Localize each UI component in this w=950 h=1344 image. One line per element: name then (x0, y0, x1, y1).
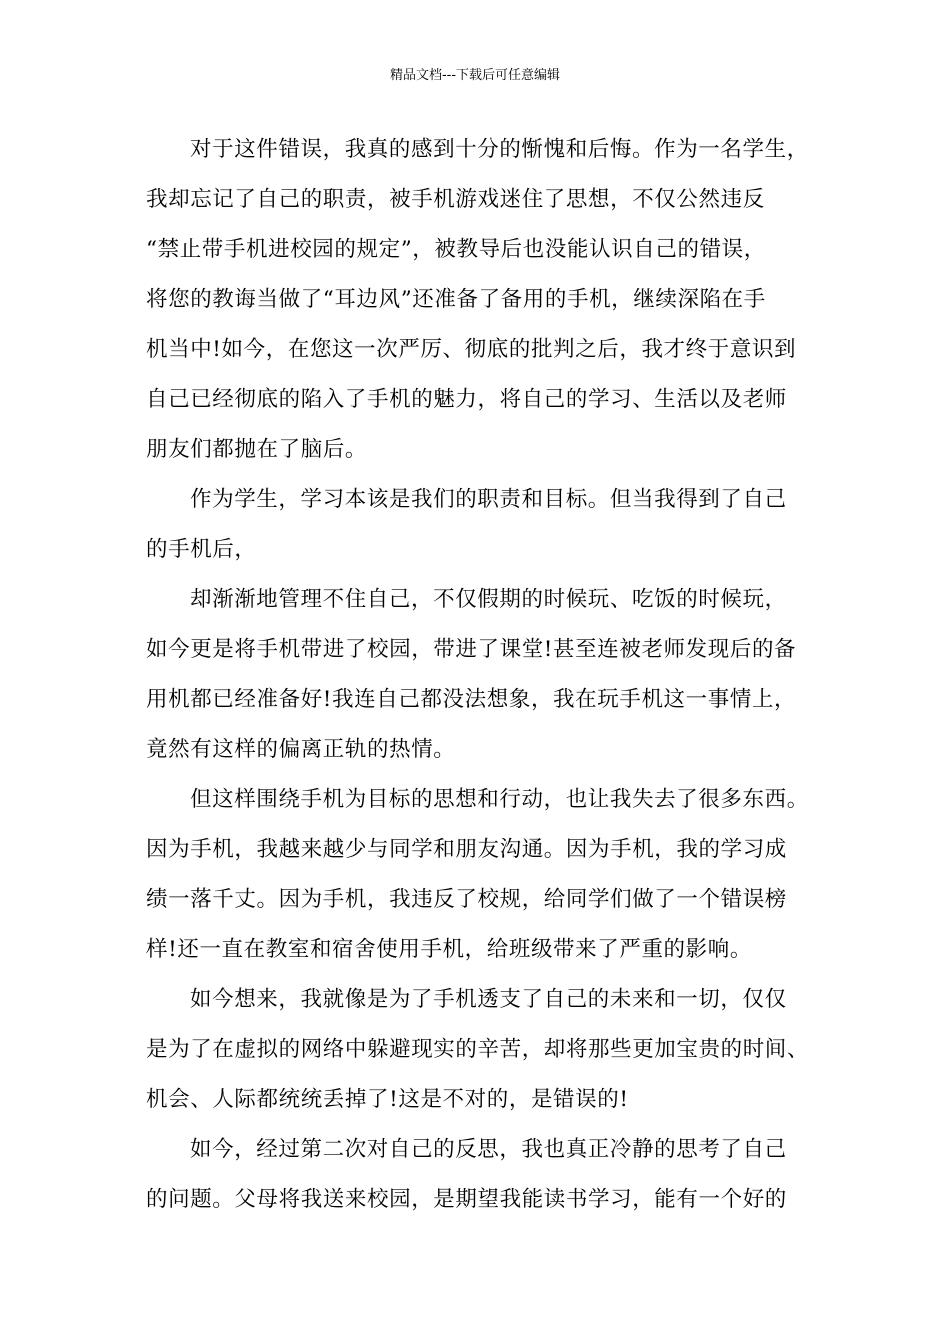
text-line: 的问题。父母将我送来校园，是期望我能读书学习，能有一个好的 (146, 1187, 787, 1212)
text-line: 机当中!如今，在您这一次严厉、彻底的批判之后，我才终于意识到 (146, 337, 797, 362)
text-line: 绩一落千丈。因为手机，我违反了校规，给同学们做了一个错误榜 (146, 887, 787, 912)
text-line: 将您的教诲当做了“耳边风”还准备了备用的手机，继续深陷在手 (146, 287, 766, 312)
text-line: 竟然有这样的偏离正轨的热情。 (146, 737, 456, 762)
document-body (146, 125, 816, 1225)
text-line: 样!还一直在教室和宿舍使用手机，给班级带来了严重的影响。 (146, 937, 752, 962)
text-line: 朋友们都抛在了脑后。 (146, 437, 368, 462)
text-line: 的手机后， (146, 537, 257, 562)
text-line: 但这样围绕手机为目标的思想和行动，也让我失去了很多东西。 (190, 787, 809, 812)
text-line: 如今想来，我就像是为了手机透支了自己的未来和一切，仅仅 (190, 987, 787, 1012)
text-line: 机会、人际都统统丢掉了!这是不对的，是错误的! (146, 1087, 629, 1112)
page-header: 精品文档---下载后可任意编辑 (389, 68, 561, 83)
text-line: 因为手机，我越来越少与同学和朋友沟通。因为手机，我的学习成 (146, 837, 787, 862)
text-line: 是为了在虚拟的网络中躲避现实的辛苦，却将那些更加宝贵的时间、 (146, 1037, 810, 1062)
text-line: “禁止带手机进校园的规定”，被教导后也没能认识自己的错误， (146, 237, 766, 262)
text-line: 却渐渐地管理不住自己，不仅假期的时候玩、吃饭的时候玩， (190, 587, 787, 612)
text-line: 我却忘记了自己的职责，被手机游戏迷住了思想，不仅公然违反 (146, 187, 765, 212)
text-line: 自己已经彻底的陷入了手机的魅力，将自己的学习、生活以及老师 (146, 387, 787, 412)
text-line: 作为学生，学习本该是我们的职责和目标。但当我得到了自己 (190, 487, 787, 512)
text-line: 如今，经过第二次对自己的反思，我也真正冷静的思考了自己 (190, 1137, 787, 1162)
text-line: 对于这件错误，我真的感到十分的惭愧和后悔。作为一名学生， (190, 137, 809, 162)
text-line: 用机都已经准备好!我连自己都没法想象，我在玩手机这一事情上， (146, 687, 797, 712)
text-line: 如今更是将手机带进了校园，带进了课堂!甚至连被老师发现后的备 (146, 637, 797, 662)
